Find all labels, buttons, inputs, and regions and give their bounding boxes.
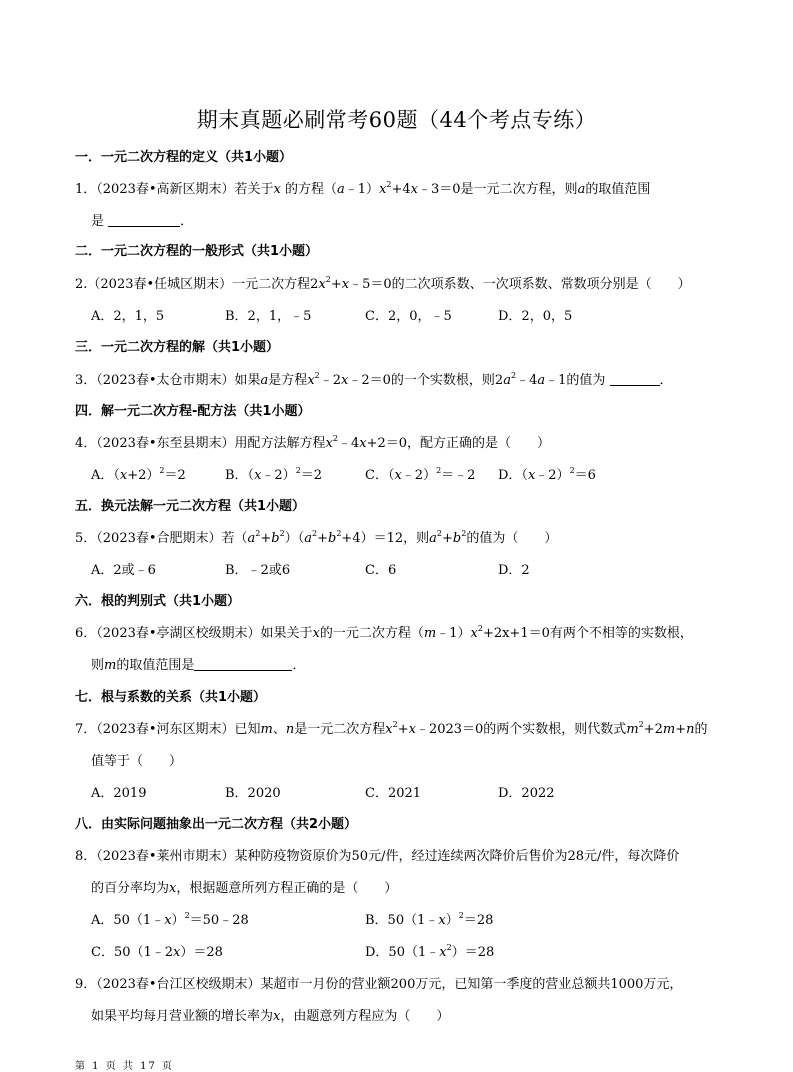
section-heading-5: 五．换元法解一元二次方程（共1小题） (75, 499, 306, 514)
question-8-option-c: C．50（1﹣2x）＝28 (91, 945, 223, 960)
page-footer: 第 1 页 共 17 页 (75, 1061, 174, 1072)
question-7-option-d: D．2022 (498, 786, 555, 801)
section-heading-3: 三．一元二次方程的解（共1小题） (75, 340, 280, 355)
answer-blank-1[interactable] (108, 214, 180, 227)
question-5-option-b: B．﹣2或6 (225, 563, 291, 578)
question-4-option-a: A．$(x+2)^2=2$ (91, 466, 186, 483)
question-7-line-1: 7．（2023春•河东区期末）已知m、n是一元二次方程$x^2+x﹣2023=0$的两个实数根，则代数式$m^2+2m+n$的 (75, 720, 708, 737)
question-5-option-c: C．6 (365, 563, 397, 578)
question-9-line-2: 如果平均每月营业额的增长率为x，由题意列方程应为（ ） (91, 1009, 450, 1024)
section-heading-6: 六．根的判别式（共1小题） (75, 594, 241, 609)
question-5-line-1: 5．（2023春•合肥期末）若$(a^2+b^2)(a^2+b^2+4)=12$，则$a^2+b^2$的值为（ ） (75, 529, 558, 546)
question-8-line-1: 8．（2023春•莱州市期末）某种防疫物资原价为50元/件，经过连续两次降价后售价为28元/件，每次降价 (75, 849, 680, 864)
question-2-option-d: D．2，0，5 (498, 309, 573, 324)
page-title: 期末真题必刷常考60题（44个考点专练） (196, 108, 597, 132)
question-6-line-2: 则m的取值范围是 ． (91, 658, 306, 673)
question-5-option-a: A．2或﹣6 (91, 563, 156, 578)
answer-blank-3[interactable] (610, 373, 660, 386)
section-heading-4: 四．解一元二次方程-配方法（共1小题） (75, 404, 311, 419)
question-2-option-c: C．2，0，﹣5 (365, 309, 452, 324)
question-7-option-c: C．2021 (365, 786, 422, 801)
section-heading-7: 七．根与系数的关系（共1小题） (75, 690, 267, 705)
answer-blank-6[interactable] (194, 658, 292, 671)
question-4-line-1: 4．（2023春•东至县期末）用配方法解方程$x^2﹣4x+2=0$，配方正确的是（ ） (75, 434, 551, 451)
question-1-line-2: 是 ． (91, 214, 194, 229)
question-2-option-b: B．2，1，﹣5 (225, 309, 312, 324)
question-8-option-a: A．50（1﹣x）$^2$＝50﹣28 (91, 911, 249, 928)
question-1-line-1: 1．（2023春•高新区期末）若关于x 的方程$(a﹣1)x^2+4x﹣3=0$是一元二次方程，则a的取值范围 (75, 180, 651, 197)
question-7-line-2: 值等于（ ） (91, 754, 183, 769)
question-4-option-d: D．（x﹣2）$^2$＝6 (498, 466, 596, 483)
section-heading-1: 一．一元二次方程的定义（共1小题） (75, 150, 293, 165)
question-7-option-b: B．2020 (225, 786, 281, 801)
question-2-line-1: 2.（2023春•任城区期末）一元二次方程$2x^2+x﹣5=0$的二次项系数、一次项系数、常数项分别是（ ） (75, 275, 691, 292)
question-4-option-b: B．（x﹣2）$^2$＝2 (225, 466, 323, 483)
question-5-option-d: D．2 (498, 563, 530, 578)
question-8-option-d: D．$50(1﹣x^2)=28$ (365, 943, 495, 960)
question-3-line-1: 3．（2023春•太仓市期末）如果a是方程$x^2﹣2x﹣2=0$的一个实数根，则$2a^2﹣4a﹣1$的值为 ． (75, 371, 673, 388)
section-heading-8: 八．由实际问题抽象出一元二次方程（共2小题） (75, 817, 358, 832)
question-2-option-a: A．2，1，5 (91, 309, 165, 324)
question-4-option-c: C．（x﹣2）$^2$＝﹣2 (365, 466, 476, 483)
question-8-line-2: 的百分率均为x，根据题意所列方程正确的是（ ） (91, 881, 398, 896)
question-7-option-a: A．2019 (91, 786, 147, 801)
section-heading-2: 二．一元二次方程的一般形式（共1小题） (75, 244, 319, 259)
question-8-option-b: B．50（1﹣x）$^2$＝28 (365, 911, 494, 928)
question-9-line-1: 9．（2023春•台江区校级期末）某超市一月份的营业额200万元，已知第一季度的营业总额共1000万元， (75, 977, 683, 992)
question-6-line-1: 6．（2023春•亭湖区校级期末）如果关于x的一元二次方程$(m﹣1)x^2+2x+1=0$有两个不相等的实数根， (75, 624, 693, 641)
